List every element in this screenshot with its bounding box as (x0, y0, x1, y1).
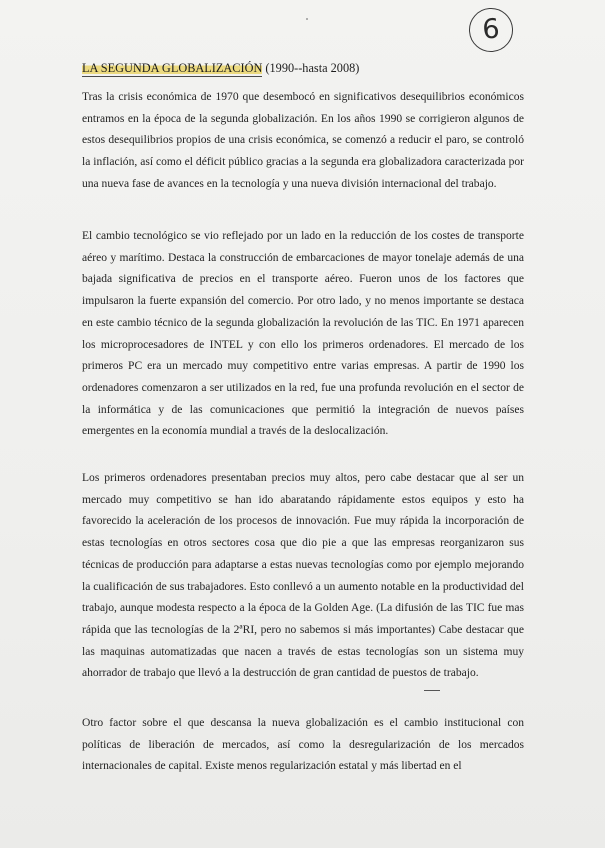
handwritten-dash-mark (424, 690, 440, 691)
paragraph-3: Los primeros ordenadores presentaban precios muy altos, pero cabe destacar que al ser un mercado muy competitivo se han ido abaratando rápidamente estos equipos y esto ha favorecido la aceleración de los procesos de innovación. Fue muy rápida la incorporación de estas tecnologías en otros sectores cosa que dio pie a que las empresas reorganizaron sus técnicas de producción para adaptarse a estas nuevas tecnologías como por ejemplo mejorando la cualificación de sus trabajadores. Esto conllevó a un aumento notable en la productividad del trabajo, aunque modesta respecto a la época de la Golden Age. (La difusión de las TIC fue mas rápida que las tecnologías de la 2ªRI, pero no sabemos si más importantes) Cabe destacar que las maquinas automatizadas que nacen a través de estas tecnologías son un sistema muy ahorrador de trabajo que llevó a la destrucción de gran cantidad de puestos de trabajo. (82, 472, 524, 680)
page-number-text: 6 (481, 13, 501, 46)
pencil-dot-mark (306, 18, 308, 20)
paragraph-2: El cambio tecnológico se vio reflejado por un lado en la reducción de los costes de transporte aéreo y marítimo. Destaca la construcción de embarcaciones de mayor tonelaje además de una bajada significativa de precios en el transporte aéreo. Fueron unos de los factores que impulsaron la fuerte expansión del comercio. Por otro lado, y no menos importante se destaca en este cambio técnico de la segunda globalización la revolución de las TIC. En 1971 aparecen los microprocesadores de INTEL y con ello los primeros ordenadores. El mercado de los primeros PC era un mercado muy competitivo entre varias empresas. A partir de 1990 los ordenadores comenzaron a ser utilizados en la red, fue una profunda revolución en el sector de la informática y de las comunicaciones que permitió la integración de nuevos países emergentes en la economía mundial a través de la deslocalización. (82, 230, 524, 438)
section-heading-period: (1990--hasta 2008) (262, 61, 360, 75)
handwritten-page-number (468, 7, 515, 54)
section-heading (82, 61, 359, 76)
paragraph-4: Otro factor sobre el que descansa la nueva globalización es el cambio institucional con políticas de liberación de mercados, así como la desregularización de los mercados internacionales de capital. Existe menos regularización estatal y más libertad en el (82, 717, 524, 773)
paragraph-1: Tras la crisis económica de 1970 que desembocó en significativos desequilibrios económicos entramos en la época de la segunda globalización. En los años 1990 se corrigieron algunos de estos desequilibrios propios de una crisis económica, se comenzó a reducir el paro, se controló la inflación, así como el déficit público gracias a la segunda era globalizadora caracterizada por una nueva fase de avances en la tecnología y una nueva división internacional del trabajo. (82, 91, 524, 190)
section-heading-title: LA SEGUNDA GLOBALIZACIÓN (82, 61, 263, 75)
